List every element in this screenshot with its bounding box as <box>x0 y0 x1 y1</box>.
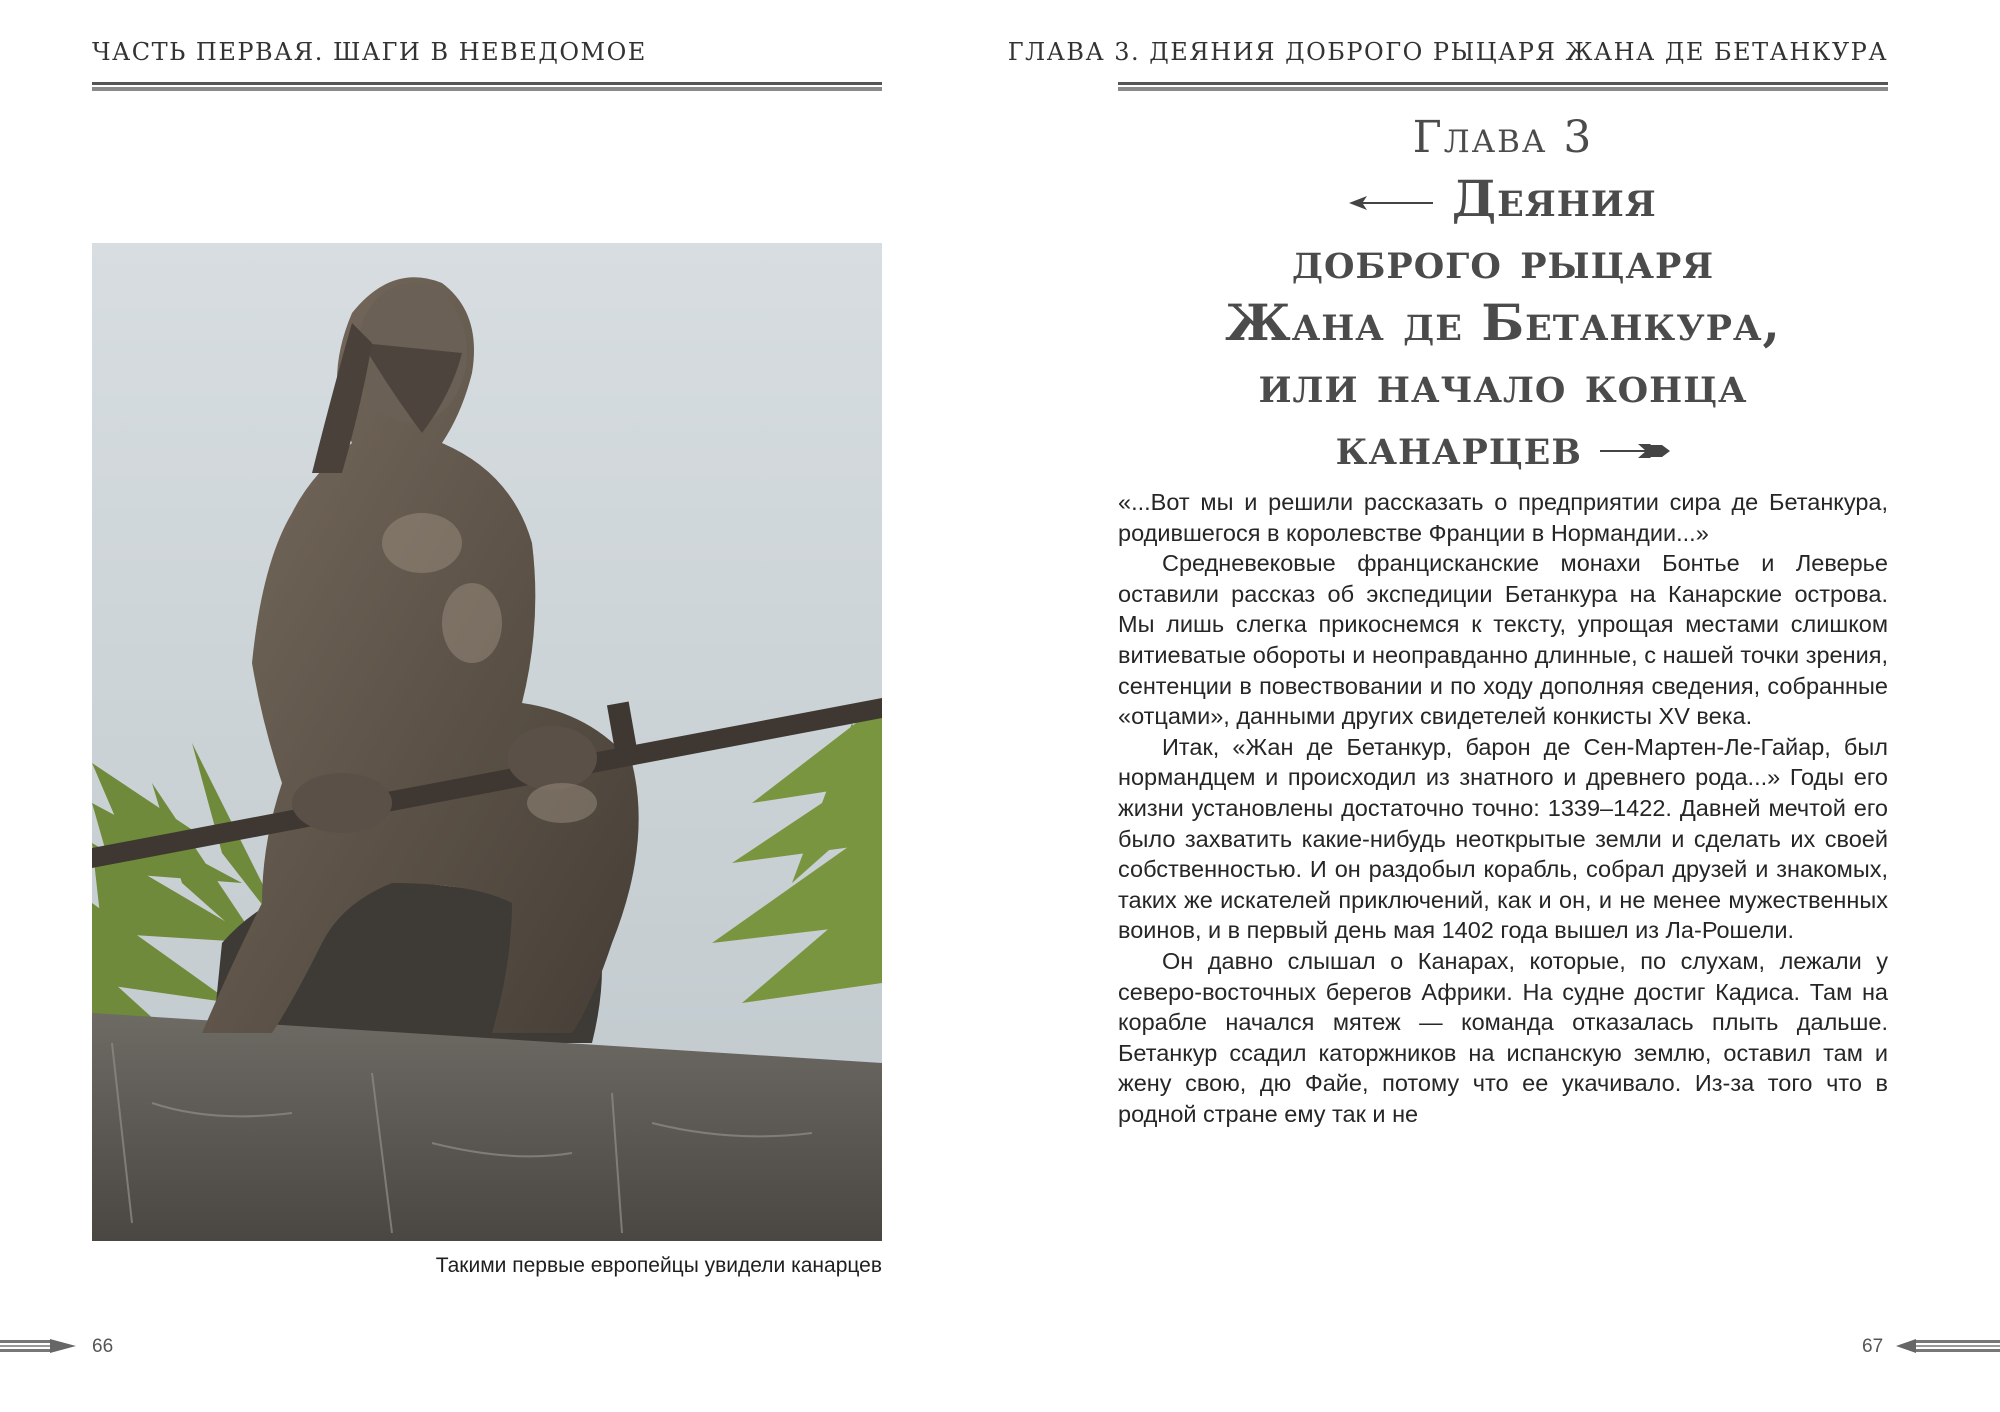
body-text <box>1118 487 1888 1129</box>
paragraph-4: Он давно слышал о Канарах, которые, по слухам, лежали у северо-восточных берегов Африки. На судне достиг Кадиса. Там на корабле начался мятеж — команда отказалась плыть дальше. Бетанкур ссадил каторжников на испанскую землю, оставил там и жену свою, дю Файе, потому что ее укачивало. Из-за того что в родной стране ему так и не <box>1118 947 1888 1127</box>
page-number-left: 66 <box>92 1336 114 1357</box>
right-page <box>1000 0 2000 1412</box>
arrow-left-icon <box>1349 193 1433 213</box>
paragraph-3: Итак, «Жан де Бетанкур, барон де Сен-Мартен-Ле-Гайар, был нормандцем и происходил из знатного и древнего рода...» Годы его жизни установлены достаточно точно: 1339–1422. Давней мечтой его было захватить какие-нибудь неоткрытые земли и сделать их своей собственностью. И он раздобыл корабль, собрал друзей и знакомых, таких же искателей приключений, как и он, и не менее мужественных воинов, и в первый день мая 1402 года вышел из Ла-Рошели. <box>1118 733 1888 944</box>
title-line-1: Деяния <box>1118 168 1888 230</box>
paragraph-1: «...Вот мы и решили рассказать о предприятии сира де Бетанкура, родившегося в королевстве Франции в Нормандии...» <box>1118 489 1888 546</box>
paragraph-2: Средневековые францисканские монахи Бонтье и Леверье оставили рассказ об экспедиции Бетанкура на Канарские острова. Мы лишь слегка прикоснемся к тексту, упрощая местами слишком витиеватые обороты и неоправданно длинные, с нашей точки зрения, сентенции в повествовании и по ходу дополняя сведения, собранные «отцами», данными других свидетелей конкисты XV века. <box>1118 550 1888 730</box>
header-rule-left <box>92 82 882 92</box>
title-line-3: Жана де Бетанкура, <box>1225 293 1781 352</box>
photo-caption: Такими первые европейцы увидели канарцев <box>435 1254 882 1277</box>
running-head-left: ЧАСТЬ ПЕРВАЯ. ШАГИ В НЕВЕДОМОЕ <box>92 38 647 66</box>
title-line-5: канарцев <box>1118 416 1888 478</box>
title-line-4: или начало конца <box>1258 355 1748 414</box>
folio-arrow-right <box>1896 1337 2000 1355</box>
chapter-label: Глава 3 <box>1412 112 1594 163</box>
header-rule-right <box>1118 82 1888 92</box>
page-number-right: 67 <box>1862 1336 1884 1357</box>
folio-arrow-left <box>0 1337 78 1355</box>
statue-photo <box>92 243 882 1241</box>
title-line-2: доброго рыцаря <box>1291 231 1715 290</box>
arrow-fletching-icon <box>1600 441 1670 461</box>
chapter-title <box>1118 168 1888 478</box>
running-head-right: ГЛАВА 3. ДЕЯНИЯ ДОБРОГО РЫЦАРЯ ЖАНА ДЕ БЕТАНКУРА <box>1007 38 1888 66</box>
chapter-heading <box>1118 108 1888 478</box>
